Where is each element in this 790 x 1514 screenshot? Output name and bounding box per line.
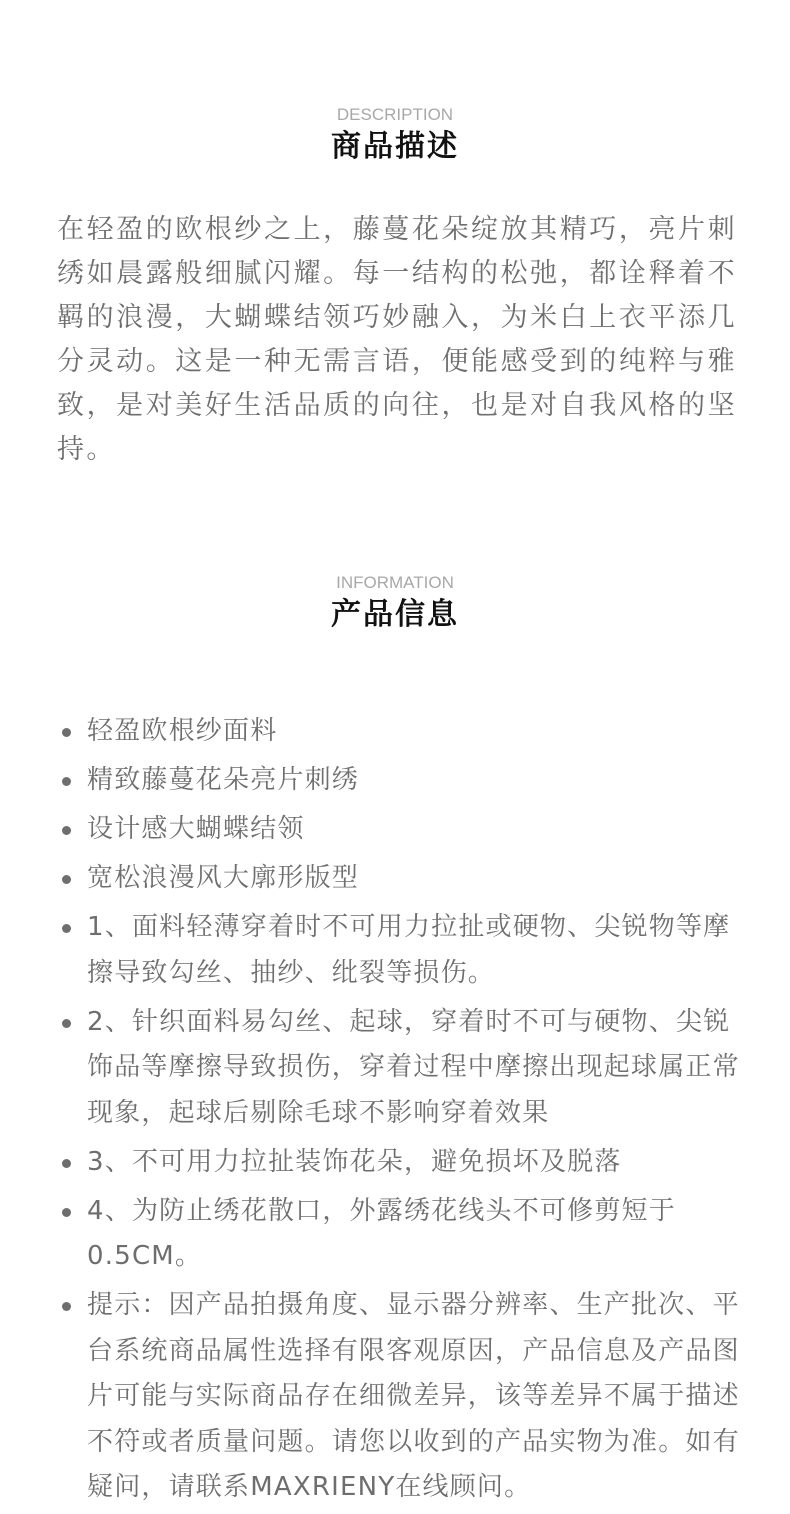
information-eyebrow: INFORMATION xyxy=(336,573,454,592)
list-item-text: 轻盈欧根纱面料 xyxy=(87,716,278,746)
list-item xyxy=(58,758,748,804)
list-item xyxy=(58,807,748,853)
bullet-icon xyxy=(62,1208,71,1217)
list-item xyxy=(58,1000,748,1137)
list-item xyxy=(58,856,748,902)
bullet-icon xyxy=(62,1019,71,1028)
bullet-icon xyxy=(62,875,71,884)
bullet-icon xyxy=(62,924,71,933)
description-title: 商品描述 xyxy=(331,129,459,164)
bullet-icon xyxy=(62,826,71,835)
information-title: 产品信息 xyxy=(331,597,459,632)
list-item-text: 3、不可用力拉扯装饰花朵，避免损坏及脱落 xyxy=(87,1146,622,1177)
list-item xyxy=(58,1283,748,1511)
list-item-text: 设计感大蝴蝶结领 xyxy=(87,814,305,844)
list-item xyxy=(58,709,748,755)
list-item-text: 1、面料轻薄穿着时不可用力拉扯或硬物、尖锐物等摩擦导致勾丝、抽纱、纰裂等损伤。 xyxy=(87,912,731,988)
list-item-text: 2、针织面料易勾丝、起球，穿着时不可与硬物、尖锐饰品等摩擦导致损伤，穿着过程中摩擦出现起球属正常现象，起球后剔除毛球不影响穿着效果 xyxy=(87,1006,740,1128)
bullet-icon xyxy=(62,1302,71,1311)
list-item-text: 精致藤蔓花朵亮片刺绣 xyxy=(87,765,360,795)
bullet-icon xyxy=(62,728,71,737)
bullet-icon xyxy=(62,1159,71,1168)
list-item xyxy=(58,1140,748,1186)
list-item-text: 宽松浪漫风大廓形版型 xyxy=(87,863,360,893)
description-eyebrow: DESCRIPTION xyxy=(336,105,454,124)
information-list xyxy=(58,709,748,1514)
list-item xyxy=(58,905,748,996)
list-item-text: 提示：因产品拍摄角度、显示器分辨率、生产批次、平台系统商品属性选择有限客观原因，产品信息及产品图片可能与实际商品存在细微差异，该等差异不属于描述不符或者质量问题。请您以收到的产品实物为准。如有疑问，请联系MAXRIENY在线顾问。 xyxy=(87,1290,740,1502)
bullet-icon xyxy=(62,777,71,786)
list-item xyxy=(58,1189,748,1280)
description-body: 在轻盈的欧根纱之上，藤蔓花朵绽放其精巧，亮片刺绣如晨露般细腻闪耀。每一结构的松弛，都诠释着不羁的浪漫，大蝴蝶结领巧妙融入，为米白上衣平添几分灵动。这是一种无需言语，便能感受到的纯粹与雅致，是对美好生活品质的向往，也是对自我风格的坚持。 xyxy=(57,214,737,465)
list-item-text: 4、为防止绣花散口，外露绣花线头不可修剪短于0.5CM。 xyxy=(87,1195,676,1271)
